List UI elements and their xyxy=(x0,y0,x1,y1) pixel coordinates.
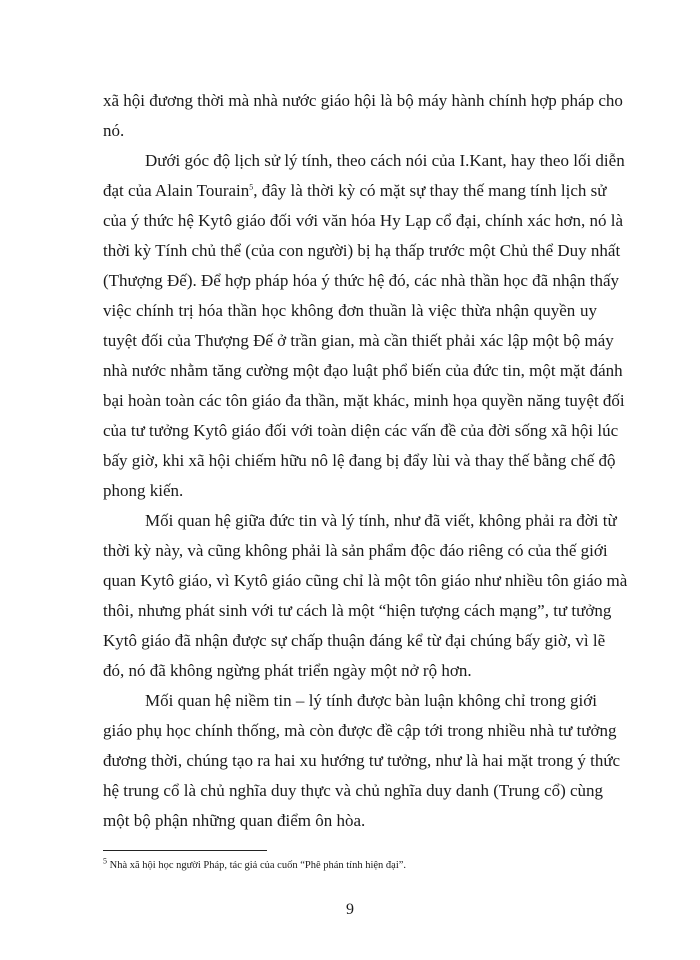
body-line: quan Kytô giáo, vì Kytô giáo cũng chỉ là một tôn giáo như nhiều tôn giáo mà xyxy=(103,571,628,590)
footnote xyxy=(103,856,407,873)
footnote-text: Nhà xã hội học người Pháp, tác giả của cuốn “Phê phán tính hiện đại”. xyxy=(107,860,407,871)
body-line: thời kỳ này, và cũng không phải là sản phẩm độc đáo riêng có của thế giới xyxy=(103,541,608,560)
body-line: bại hoàn toàn các tôn giáo đa thần, mặt khác, minh họa quyền năng tuyệt đối xyxy=(103,391,625,410)
body-line: thời kỳ Tính chủ thể (của con người) bị hạ thấp trước một Chủ thể Duy nhất xyxy=(103,241,621,260)
body-line: Dưới góc độ lịch sử lý tính, theo cách nói của I.Kant, hay theo lối diễn xyxy=(145,151,625,170)
footnote-number: 5 xyxy=(103,856,107,866)
body-line: việc chính trị hóa thần học không đơn thuần là việc thừa nhận quyền uy xyxy=(103,301,597,320)
footnote-reference: 5 xyxy=(249,182,254,192)
body-line: thôi, nhưng phát sinh với tư cách là một “hiện tượng cách mạng”, tư tưởng xyxy=(103,601,612,620)
body-line: giáo phụ học chính thống, mà còn được đề cập tới trong nhiều nhà tư tưởng xyxy=(103,721,617,740)
body-line: (Thượng Đế). Để hợp pháp hóa ý thức hệ đó, các nhà thần học đã nhận thấy xyxy=(103,271,620,290)
body-line: Mối quan hệ niềm tin – lý tính được bàn luận không chỉ trong giới xyxy=(145,691,597,710)
body-line: đó, nó đã không ngừng phát triển ngày một nở rộ hơn. xyxy=(103,661,472,680)
body-line: một bộ phận những quan điểm ôn hòa. xyxy=(103,811,366,830)
body-line: nó. xyxy=(103,121,125,140)
body-line: đương thời, chúng tạo ra hai xu hướng tư tưởng, như là hai mặt trong ý thức xyxy=(103,751,621,770)
body-line: nhà nước nhằm tăng cường một đạo luật phổ biến của đức tin, một mặt đánh xyxy=(103,361,623,380)
page-number: 9 xyxy=(346,901,354,918)
footnote-separator xyxy=(103,850,267,851)
body-line: Kytô giáo đã nhận được sự chấp thuận đáng kể từ đại chúng bấy giờ, vì lẽ xyxy=(103,631,606,650)
body-text: , đây là thời kỳ có mặt sự thay thế mang tính lịch sử xyxy=(253,181,607,200)
body-line: Mối quan hệ giữa đức tin và lý tính, như đã viết, không phải ra đời từ xyxy=(145,511,617,530)
body-line: phong kiến. xyxy=(103,481,184,500)
body-line: xã hội đương thời mà nhà nước giáo hội là bộ máy hành chính hợp pháp cho xyxy=(103,91,623,110)
body-line: tuyệt đối của Thượng Đế ở trần gian, mà cần thiết phải xác lập một bộ máy xyxy=(103,331,614,350)
body-text: đạt của Alain Tourain xyxy=(103,181,250,200)
body-line: bấy giờ, khi xã hội chiếm hữu nô lệ đang bị đẩy lùi và thay thế bằng chế độ xyxy=(103,451,616,470)
body-line: của ý thức hệ Kytô giáo đối với văn hóa Hy Lạp cổ đại, chính xác hơn, nó là xyxy=(103,211,624,230)
body-line: của tư tưởng Kytô giáo đối với toàn diện các vấn đề của đời sống xã hội lúc xyxy=(103,421,619,440)
body-line: hệ trung cổ là chủ nghĩa duy thực và chủ nghĩa duy danh (Trung cổ) cùng xyxy=(103,781,604,800)
body-line xyxy=(103,181,607,201)
